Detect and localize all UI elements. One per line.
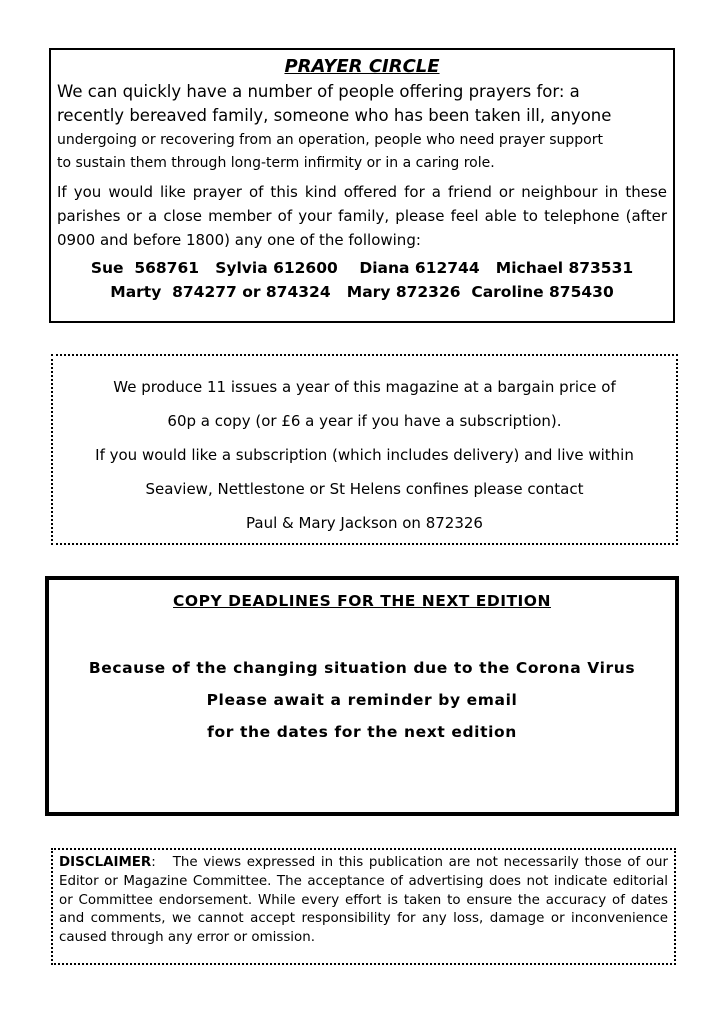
disclaimer-text: The views expressed in this publication are not necessarily those of our Editor or Magazine Committee. The acceptance of advertising does not indicate editorial or Committee endorsement. While every effort is taken to ensure the accuracy of dates and comments, we cannot accept responsibility for any loss, damage or inconvenience caused through any error or omission. xyxy=(59,855,669,946)
copy-deadlines-box xyxy=(45,576,679,816)
disclaimer-paragraph: DISCLAIMER: The views expressed in this publication are not necessarily those of our Editor or Magazine Committee. The acceptance of advertising does not indicate editorial or Committee endorsement. While every effort is taken to ensure the accuracy of dates and comments, we cannot accept responsibility for any loss, damage or inconvenience caused through any error or omission. xyxy=(59,855,669,946)
prayer-intro-line-2: recently bereaved family, someone who has been taken ill, anyone xyxy=(57,106,612,125)
deadlines-line-2: Please await a reminder by email xyxy=(206,691,518,709)
prayer-circle-title: PRAYER CIRCLE xyxy=(284,56,440,77)
deadlines-title: COPY DEADLINES FOR THE NEXT EDITION xyxy=(173,592,551,610)
magazine-line-4: Seaview, Nettlestone or St Helens confines please contact xyxy=(145,480,584,498)
prayer-intro-line-4: to sustain them through long-term infirmity or in a caring role. xyxy=(57,155,495,171)
prayer-intro-line-3: undergoing or recovering from an operation, people who need prayer support xyxy=(57,132,603,148)
prayer-contacts xyxy=(57,256,667,304)
magazine-line-3: If you would like a subscription (which includes delivery) and live within xyxy=(95,446,634,464)
disclaimer-label: DISCLAIMER xyxy=(59,855,152,870)
prayer-circle-box xyxy=(49,48,675,323)
prayer-paragraph-2: If you would like prayer of this kind offered for a friend or neighbour in these parishes or a close member of your family, please feel able to telephone (after 0900 and before 1800) any one of the following: xyxy=(57,183,667,249)
magazine-line-5: Paul & Mary Jackson on 872326 xyxy=(246,514,483,532)
magazine-line-2: 60p a copy (or £6 a year if you have a subscription). xyxy=(167,412,562,430)
magazine-subscription-box xyxy=(51,354,678,545)
disclaimer-box xyxy=(51,848,676,965)
deadlines-line-1: Because of the changing situation due to the Corona Virus xyxy=(88,659,636,677)
prayer-intro-line-1: We can quickly have a number of people offering prayers for: a xyxy=(57,82,580,101)
contacts-line-1: Sue 568761 Sylvia 612600 Diana 612744 Michael 873531 xyxy=(90,259,634,277)
contacts-line-2: Marty 874277 or 874324 Mary 872326 Caroline 875430 xyxy=(110,283,614,301)
deadlines-line-3: for the dates for the next edition xyxy=(207,723,517,741)
magazine-line-1: We produce 11 issues a year of this magazine at a bargain price of xyxy=(113,378,616,396)
